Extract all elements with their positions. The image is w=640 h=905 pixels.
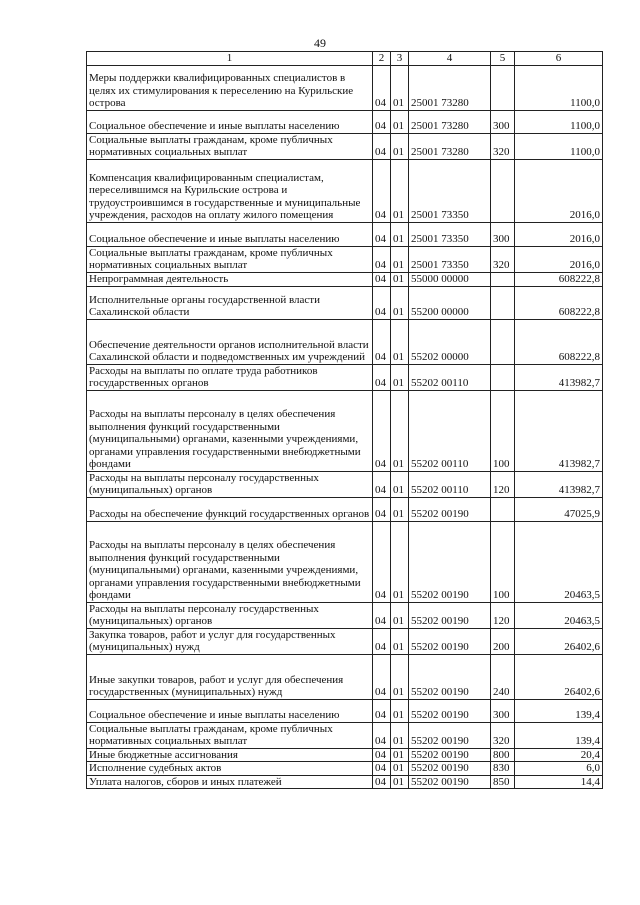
row-target-code-cell: 55202 00190: [409, 722, 491, 748]
table-row: [87, 159, 603, 222]
table-row: [87, 272, 603, 286]
row-name-cell: Расходы на выплаты персоналу государственных (муниципальных) органов: [87, 471, 373, 497]
row-expense-type-cell: [491, 364, 515, 390]
table-row: [87, 133, 603, 159]
row-name-cell: Уплата налогов, сборов и иных платежей: [87, 775, 373, 789]
header-cell-subsection: 3: [391, 52, 409, 66]
row-target-code-cell: 55202 00190: [409, 748, 491, 762]
row-section-cell: 04: [373, 272, 391, 286]
row-amount-cell: 26402,6: [515, 654, 603, 699]
row-expense-type-cell: 120: [491, 602, 515, 628]
row-target-code-cell: 55202 00190: [409, 628, 491, 654]
row-expense-type-cell: 300: [491, 222, 515, 246]
table-row: [87, 364, 603, 390]
budget-table: [86, 51, 603, 789]
row-target-code-cell: 55202 00190: [409, 602, 491, 628]
row-subsection-cell: 01: [391, 110, 409, 133]
row-target-code-cell: 55202 00000: [409, 319, 491, 364]
row-expense-type-cell: 300: [491, 110, 515, 133]
row-expense-type-cell: [491, 497, 515, 521]
row-subsection-cell: 01: [391, 159, 409, 222]
row-amount-cell: 1100,0: [515, 110, 603, 133]
row-subsection-cell: 01: [391, 497, 409, 521]
row-expense-type-cell: [491, 65, 515, 110]
row-section-cell: 04: [373, 521, 391, 602]
row-target-code-cell: 55202 00190: [409, 699, 491, 722]
table-row: [87, 222, 603, 246]
row-name-cell: Закупка товаров, работ и услуг для государственных (муниципальных) нужд: [87, 628, 373, 654]
row-amount-cell: 14,4: [515, 775, 603, 789]
row-subsection-cell: 01: [391, 762, 409, 776]
table-row: [87, 699, 603, 722]
row-name-cell: Непрограммная деятельность: [87, 272, 373, 286]
row-name-cell: Иные закупки товаров, работ и услуг для обеспечения государственных (муниципальных) нужд: [87, 654, 373, 699]
row-amount-cell: 413982,7: [515, 471, 603, 497]
row-amount-cell: 139,4: [515, 699, 603, 722]
row-amount-cell: 2016,0: [515, 222, 603, 246]
row-expense-type-cell: 320: [491, 246, 515, 272]
row-target-code-cell: 55202 00190: [409, 521, 491, 602]
row-expense-type-cell: 320: [491, 133, 515, 159]
row-target-code-cell: 25001 73350: [409, 159, 491, 222]
table-row: [87, 628, 603, 654]
row-target-code-cell: 25001 73280: [409, 65, 491, 110]
header-cell-amount: 6: [515, 52, 603, 66]
row-target-code-cell: 55202 00110: [409, 471, 491, 497]
row-expense-type-cell: [491, 159, 515, 222]
row-expense-type-cell: 120: [491, 471, 515, 497]
row-subsection-cell: 01: [391, 471, 409, 497]
row-amount-cell: 1100,0: [515, 65, 603, 110]
row-name-cell: Социальное обеспечение и иные выплаты населению: [87, 110, 373, 133]
row-expense-type-cell: 320: [491, 722, 515, 748]
row-section-cell: 04: [373, 65, 391, 110]
row-name-cell: Расходы на обеспечение функций государственных органов: [87, 497, 373, 521]
row-subsection-cell: 01: [391, 364, 409, 390]
row-section-cell: 04: [373, 602, 391, 628]
row-amount-cell: 1100,0: [515, 133, 603, 159]
row-name-cell: Иные бюджетные ассигнования: [87, 748, 373, 762]
row-name-cell: Социальное обеспечение и иные выплаты населению: [87, 222, 373, 246]
row-amount-cell: 139,4: [515, 722, 603, 748]
row-name-cell: Социальное обеспечение и иные выплаты населению: [87, 699, 373, 722]
row-amount-cell: 2016,0: [515, 159, 603, 222]
row-name-cell: Социальные выплаты гражданам, кроме публичных нормативных социальных выплат: [87, 246, 373, 272]
row-target-code-cell: 25001 73350: [409, 222, 491, 246]
page-number: 49: [314, 36, 326, 50]
row-target-code-cell: 25001 73280: [409, 133, 491, 159]
row-expense-type-cell: 240: [491, 654, 515, 699]
row-subsection-cell: 01: [391, 246, 409, 272]
row-subsection-cell: 01: [391, 628, 409, 654]
row-section-cell: 04: [373, 497, 391, 521]
row-expense-type-cell: 800: [491, 748, 515, 762]
row-subsection-cell: 01: [391, 654, 409, 699]
row-amount-cell: 2016,0: [515, 246, 603, 272]
row-target-code-cell: 55202 00190: [409, 775, 491, 789]
row-subsection-cell: 01: [391, 521, 409, 602]
table-row: [87, 762, 603, 776]
header-cell-name: 1: [87, 52, 373, 66]
row-amount-cell: 47025,9: [515, 497, 603, 521]
row-amount-cell: 413982,7: [515, 390, 603, 471]
table-row: [87, 110, 603, 133]
row-subsection-cell: 01: [391, 133, 409, 159]
row-name-cell: Компенсация квалифицированным специалистам, переселившимся на Курильские острова и трудоустроившимся в государственные и муниципальные учреждения, расходов на оплату жилого помещения: [87, 159, 373, 222]
row-target-code-cell: 55202 00190: [409, 654, 491, 699]
row-section-cell: 04: [373, 654, 391, 699]
row-name-cell: Расходы на выплаты персоналу в целях обеспечения выполнения функций государственными (муниципальными) органами, казенными учреждениями, органами управления государственными внебюджетными фондами: [87, 521, 373, 602]
row-section-cell: 04: [373, 222, 391, 246]
row-section-cell: 04: [373, 699, 391, 722]
row-name-cell: Исполнительные органы государственной власти Сахалинской области: [87, 286, 373, 319]
row-section-cell: 04: [373, 286, 391, 319]
row-subsection-cell: 01: [391, 390, 409, 471]
table-row: [87, 497, 603, 521]
table-row: [87, 521, 603, 602]
row-expense-type-cell: 200: [491, 628, 515, 654]
row-name-cell: Расходы на выплаты по оплате труда работников государственных органов: [87, 364, 373, 390]
row-subsection-cell: 01: [391, 65, 409, 110]
header-row: [87, 52, 603, 66]
row-name-cell: Обеспечение деятельности органов исполнительной власти Сахалинской области и подведомственных им учреждений: [87, 319, 373, 364]
row-subsection-cell: 01: [391, 699, 409, 722]
row-expense-type-cell: 100: [491, 390, 515, 471]
row-amount-cell: 608222,8: [515, 319, 603, 364]
row-section-cell: 04: [373, 110, 391, 133]
row-target-code-cell: 55202 00110: [409, 390, 491, 471]
row-amount-cell: 20463,5: [515, 602, 603, 628]
row-subsection-cell: 01: [391, 775, 409, 789]
budget-table-body: [87, 52, 603, 789]
row-section-cell: 04: [373, 246, 391, 272]
row-section-cell: 04: [373, 748, 391, 762]
row-subsection-cell: 01: [391, 222, 409, 246]
row-name-cell: Социальные выплаты гражданам, кроме публичных нормативных социальных выплат: [87, 722, 373, 748]
table-row: [87, 390, 603, 471]
row-target-code-cell: 25001 73280: [409, 110, 491, 133]
table-row: [87, 471, 603, 497]
row-amount-cell: 20463,5: [515, 521, 603, 602]
table-row: [87, 748, 603, 762]
row-target-code-cell: 55202 00190: [409, 497, 491, 521]
row-name-cell: Социальные выплаты гражданам, кроме публичных нормативных социальных выплат: [87, 133, 373, 159]
row-expense-type-cell: 850: [491, 775, 515, 789]
row-section-cell: 04: [373, 722, 391, 748]
row-section-cell: 04: [373, 159, 391, 222]
row-amount-cell: 413982,7: [515, 364, 603, 390]
row-expense-type-cell: [491, 272, 515, 286]
row-amount-cell: 608222,8: [515, 286, 603, 319]
row-section-cell: 04: [373, 775, 391, 789]
row-section-cell: 04: [373, 390, 391, 471]
row-subsection-cell: 01: [391, 722, 409, 748]
row-subsection-cell: 01: [391, 319, 409, 364]
row-section-cell: 04: [373, 471, 391, 497]
table-row: [87, 654, 603, 699]
row-target-code-cell: 55200 00000: [409, 286, 491, 319]
row-expense-type-cell: [491, 286, 515, 319]
row-name-cell: Исполнение судебных актов: [87, 762, 373, 776]
header-cell-target-code: 4: [409, 52, 491, 66]
row-expense-type-cell: 300: [491, 699, 515, 722]
row-amount-cell: 6,0: [515, 762, 603, 776]
row-name-cell: Меры поддержки квалифицированных специалистов в целях их стимулирования к переселению на Курильские острова: [87, 65, 373, 110]
row-section-cell: 04: [373, 364, 391, 390]
row-expense-type-cell: [491, 319, 515, 364]
table-row: [87, 722, 603, 748]
row-subsection-cell: 01: [391, 602, 409, 628]
row-name-cell: Расходы на выплаты персоналу государственных (муниципальных) органов: [87, 602, 373, 628]
header-cell-section: 2: [373, 52, 391, 66]
row-section-cell: 04: [373, 319, 391, 364]
row-target-code-cell: 25001 73350: [409, 246, 491, 272]
row-section-cell: 04: [373, 628, 391, 654]
row-section-cell: 04: [373, 762, 391, 776]
row-amount-cell: 20,4: [515, 748, 603, 762]
row-subsection-cell: 01: [391, 286, 409, 319]
table-row: [87, 65, 603, 110]
table-row: [87, 602, 603, 628]
row-name-cell: Расходы на выплаты персоналу в целях обеспечения выполнения функций государственными (муниципальными) органами, казенными учреждениями, органами управления государственными внебюджетными фондами: [87, 390, 373, 471]
row-subsection-cell: 01: [391, 272, 409, 286]
table-row: [87, 286, 603, 319]
table-row: [87, 246, 603, 272]
row-amount-cell: 608222,8: [515, 272, 603, 286]
row-expense-type-cell: 100: [491, 521, 515, 602]
table-row: [87, 775, 603, 789]
row-subsection-cell: 01: [391, 748, 409, 762]
header-cell-expense-type: 5: [491, 52, 515, 66]
row-target-code-cell: 55202 00190: [409, 762, 491, 776]
row-section-cell: 04: [373, 133, 391, 159]
row-target-code-cell: 55000 00000: [409, 272, 491, 286]
table-row: [87, 319, 603, 364]
row-expense-type-cell: 830: [491, 762, 515, 776]
row-target-code-cell: 55202 00110: [409, 364, 491, 390]
row-amount-cell: 26402,6: [515, 628, 603, 654]
